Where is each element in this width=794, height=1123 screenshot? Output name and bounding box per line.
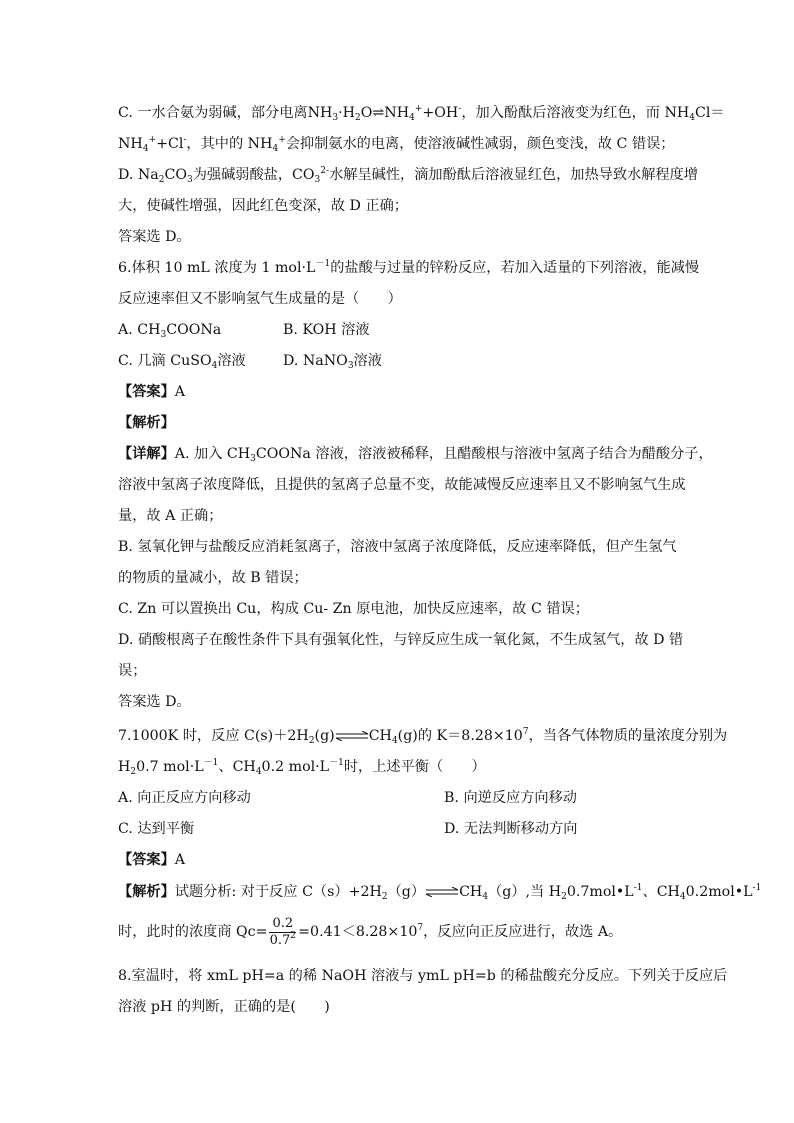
explanation-d-line2: 大，使碱性增强，因此红色变深，故 D 正确； <box>118 198 408 214</box>
question-6-option-b: B. KOH 溶液 <box>283 322 370 338</box>
question-6-c-line: C. Zn 可以置换出 Cu，构成 Cu- Zn 原电池，加快反应速率，故 C 错误； <box>118 601 589 617</box>
question-6-answer: 【答案】A <box>118 384 186 400</box>
question-7-line1: 7.1000K 时，反应 $C(s)+2H_2(g)$ $CH_4(g)$的 $K=8.28\times 10^7$，当各气体物质的量浓度分别为 <box>118 727 728 746</box>
question-6-d-line2: 误； <box>118 663 147 679</box>
question-8-line1: 8.室温时，将 xmL pH=a 的稀 NaOH 溶液与 ymL pH=b 的稀盐酸充分反应。下列关于反应后 <box>118 968 728 984</box>
question-7-option-a: A. 向正反应方向移动 <box>118 790 251 806</box>
question-7-answer: 【答案】A <box>118 852 186 868</box>
question-6-b-line1: B. 氢氧化钾与盐酸反应消耗氢离子，溶液中氢离子浓度降低，反应速率降低，但产生氢气 <box>118 539 677 555</box>
answer-q5: 答案选 D。 <box>118 229 191 245</box>
question-6-analysis-label: 【解析】 <box>118 415 175 431</box>
explanation-c-line1: C. 一水合氨为弱碱，部分电离$NH_3\cdot H_2O\rightleftharpoons NH_4^++OH^-$，加入酚酞后溶液变为红色，而 $NH_4Cl=$ <box>118 104 725 123</box>
question-6-line2: 反应速率但又不影响氢气生成量的是（ ） <box>118 291 402 307</box>
question-7-analysis-line2: 时，此时的浓度商 Qc= $\frac{0.2}{0.7^2}$ $=0.41<8.28\times 10^7$，反应向正反应进行，故选 A。 <box>118 915 623 948</box>
explanation-c-line2: $NH_4^++Cl^-$，其中的 $NH_4^+$会抑制氨水的电离，使溶液碱性减弱，颜色变浅，故 C 错误； <box>118 135 675 154</box>
concentration-quotient-fraction: $\frac{0.2}{0.7^2}$ <box>269 915 297 948</box>
question-6-final-answer: 答案选 D。 <box>118 694 191 710</box>
question-6-option-a: A. $CH_3COONa$ <box>118 322 222 340</box>
question-6-d-line1: D. 硝酸根离子在酸性条件下具有强氧化性，与锌反应生成一氧化氮，不生成氢气，故 D 错 <box>118 632 684 648</box>
question-7-analysis-line1: 【解析】试题分析: 对于反应 $C(s)+2H_2(g)$ $CH_4(g)$,当 $H_20.7mol•L^{-1}$、$CH_40.2mol•L^{-1}$ <box>118 883 762 902</box>
question-7-option-d: D. 无法判断移动方向 <box>444 821 578 837</box>
question-6-detail-line1: 【详解】A. 加入 $CH_3COONa$ 溶液，溶液被稀释，且醋酸根与溶液中氢离子结合为醋酸分子， <box>118 446 713 464</box>
equilibrium-arrow-icon <box>425 887 459 897</box>
question-6-detail-line3: 量，故 A 正确； <box>118 508 223 524</box>
equilibrium-arrow-icon <box>335 731 369 741</box>
explanation-d-line1: D. $Na_2CO_3$为强碱弱酸盐，$CO_3^{2-}$水解呈碱性，滴加酚酞后溶液显红色，加热导致水解程度增 <box>118 166 698 185</box>
question-6-line1: 6.体积 10 mL 浓度为 1 $mol\cdot L^{-1}$的盐酸与过量的锌粉反应，若加入适量的下列溶液，能减慢 <box>118 259 700 276</box>
question-6-detail-line2: 溶液中氢离子浓度降低，且提供的氢离子总量不变，故能减慢反应速率且又不影响氢气生成 <box>118 477 686 493</box>
question-7-option-c: C. 达到平衡 <box>118 821 195 837</box>
question-8-line2: 溶液 pH 的判断，正确的是( ) <box>118 999 330 1015</box>
question-7-line2: $H_20.7$ $mol\cdot L^{-1}$、$CH_40.2$ $mol\cdot L^{-1}$时，上述平衡（ ） <box>118 758 486 777</box>
question-6-b-line2: 的物质的量减小，故 B 错误； <box>118 570 308 586</box>
question-7-option-b: B. 向逆反应方向移动 <box>444 790 577 806</box>
question-6-option-c: C. 几滴 CuSO$_4$溶液 <box>118 353 246 371</box>
question-6-option-d: D. NaNO$_3$溶液 <box>283 353 382 371</box>
